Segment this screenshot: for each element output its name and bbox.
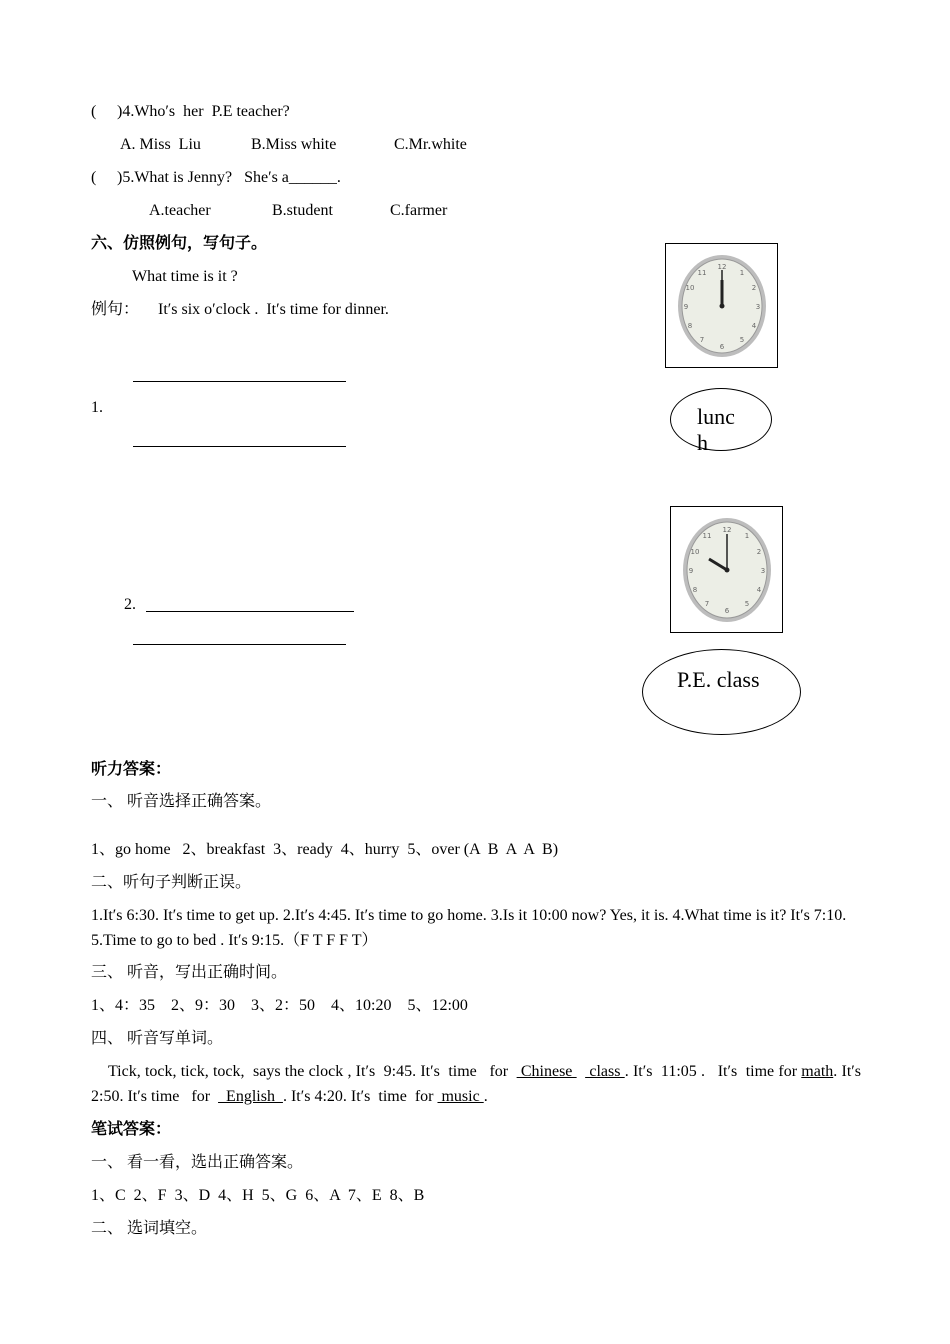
q5-question: [117, 168, 341, 188]
svg-text:12: 12: [722, 526, 732, 534]
answer-line-1b: [133, 446, 346, 447]
clock-picture-1: [665, 243, 778, 368]
svg-text:12: 12: [717, 263, 727, 271]
svg-text:2: 2: [756, 548, 762, 556]
q5-blank: ______: [288, 169, 337, 186]
svg-text:2: 2: [751, 284, 757, 292]
svg-text:5: 5: [739, 336, 745, 344]
svg-text:10: 10: [690, 548, 700, 556]
clock-icon: [671, 507, 782, 632]
s4-word-english: English: [218, 1088, 283, 1105]
svg-text:4: 4: [756, 586, 762, 594]
listening-s3-title: 三、 听音，写出正确时间。: [91, 964, 288, 981]
listening-s2-answer: 1.It′s 6:30. It′s time to get up. 2.It′s 4:45. It′s time to go home. 3.Is it 10:00 now? Yes, it is. 4.What time is it? It′s 7:10. 5.Time to go to bed . It′s 9:15.（F T F F T）: [91, 907, 847, 949]
q4-option-c: C.Mr.white: [394, 136, 467, 153]
written-s1-title: 一、 看一看，选出正确答案。: [91, 1154, 304, 1171]
clock-picture-2: [670, 506, 783, 633]
item-2-number: 2.: [124, 596, 136, 613]
svg-text:8: 8: [692, 586, 698, 594]
listening-s4-answer: [91, 1059, 874, 1109]
svg-text:9: 9: [683, 303, 689, 311]
svg-text:7: 7: [699, 336, 705, 344]
s4-word-math: math: [801, 1063, 834, 1080]
svg-text:6: 6: [719, 343, 725, 351]
clock-icon: [666, 244, 777, 367]
q5-option-a: A.teacher: [149, 202, 211, 219]
item-1-number: 1.: [91, 399, 103, 416]
s4-text-1: Tick, tock, tick, tock, says the clock , It′s 9:45. It′s time for: [91, 1063, 517, 1080]
svg-text:11: 11: [697, 269, 707, 277]
s4-text-2: [577, 1063, 585, 1080]
written-s2-title: 二、 选词填空。: [91, 1220, 208, 1237]
svg-text:4: 4: [751, 322, 757, 330]
q4-question: )4.Who′s her P.E teacher?: [117, 103, 290, 120]
written-heading: 笔试答案：: [91, 1121, 172, 1138]
svg-text:3: 3: [755, 303, 761, 311]
section6-example-label: 例句：: [91, 301, 140, 318]
s4-word-class: class: [585, 1063, 625, 1080]
q4-option-a: A. Miss Liu: [120, 136, 201, 153]
listening-s1-answer: 1、go home 2、breakfast 3、ready 4、hurry 5、over (A B A A B): [91, 841, 559, 858]
clock-1-label-line2: h: [697, 430, 708, 455]
q5-question-text: )5.What is Jenny? She′s a: [117, 169, 289, 186]
listening-heading: 听力答案：: [91, 761, 172, 778]
answer-line-1a: [133, 381, 346, 382]
s4-text-4: . It′s 2:50. It′s time for: [91, 1063, 874, 1105]
listening-s3-answer: 1、4：35 2、9：30 3、2：50 4、10:20 5、12:00: [91, 997, 468, 1014]
svg-text:1: 1: [744, 532, 750, 540]
q5-end: .: [336, 169, 341, 186]
svg-text:3: 3: [760, 567, 766, 575]
svg-text:8: 8: [687, 322, 693, 330]
answer-line-2a: [146, 611, 354, 612]
section6-heading: 六、仿照例句，写句子。: [91, 235, 268, 252]
s4-text-5: . It′s 4:20. It′s time for: [282, 1088, 438, 1105]
svg-text:10: 10: [685, 284, 695, 292]
section6-prompt: What time is it ?: [132, 268, 238, 285]
written-s1-answer: 1、C 2、F 3、D 4、H 5、G 6、A 7、E 8、B: [91, 1187, 425, 1204]
answer-line-2b: [133, 644, 346, 645]
svg-text:9: 9: [688, 567, 694, 575]
q5-bracket: (: [91, 169, 97, 186]
section6-example: It′s six o′clock . It′s time for dinner.: [158, 301, 389, 318]
q4-option-b: B.Miss white: [251, 136, 337, 153]
q5-option-b: B.student: [272, 202, 333, 219]
clock-2-label: P.E. class: [677, 667, 760, 692]
svg-text:7: 7: [704, 600, 710, 608]
svg-text:11: 11: [702, 532, 712, 540]
listening-s1-title: 一、 听音选择正确答案。: [91, 793, 272, 810]
svg-text:1: 1: [739, 269, 745, 277]
clock-1-label-line1: lunc: [697, 404, 735, 429]
q4-bracket: (: [91, 103, 97, 120]
s4-word-chinese: Chinese: [516, 1063, 577, 1080]
s4-text-6: .: [483, 1088, 488, 1105]
listening-s2-title: 二、听句子判断正误。: [91, 874, 252, 891]
s4-text-3: . It′s 11:05 . It′s time for: [624, 1063, 802, 1080]
svg-text:6: 6: [724, 607, 730, 615]
svg-text:5: 5: [744, 600, 750, 608]
s4-word-music: music: [437, 1088, 484, 1105]
q5-option-c: C.farmer: [390, 202, 448, 219]
listening-s4-title: 四、 听音写单词。: [91, 1030, 224, 1047]
